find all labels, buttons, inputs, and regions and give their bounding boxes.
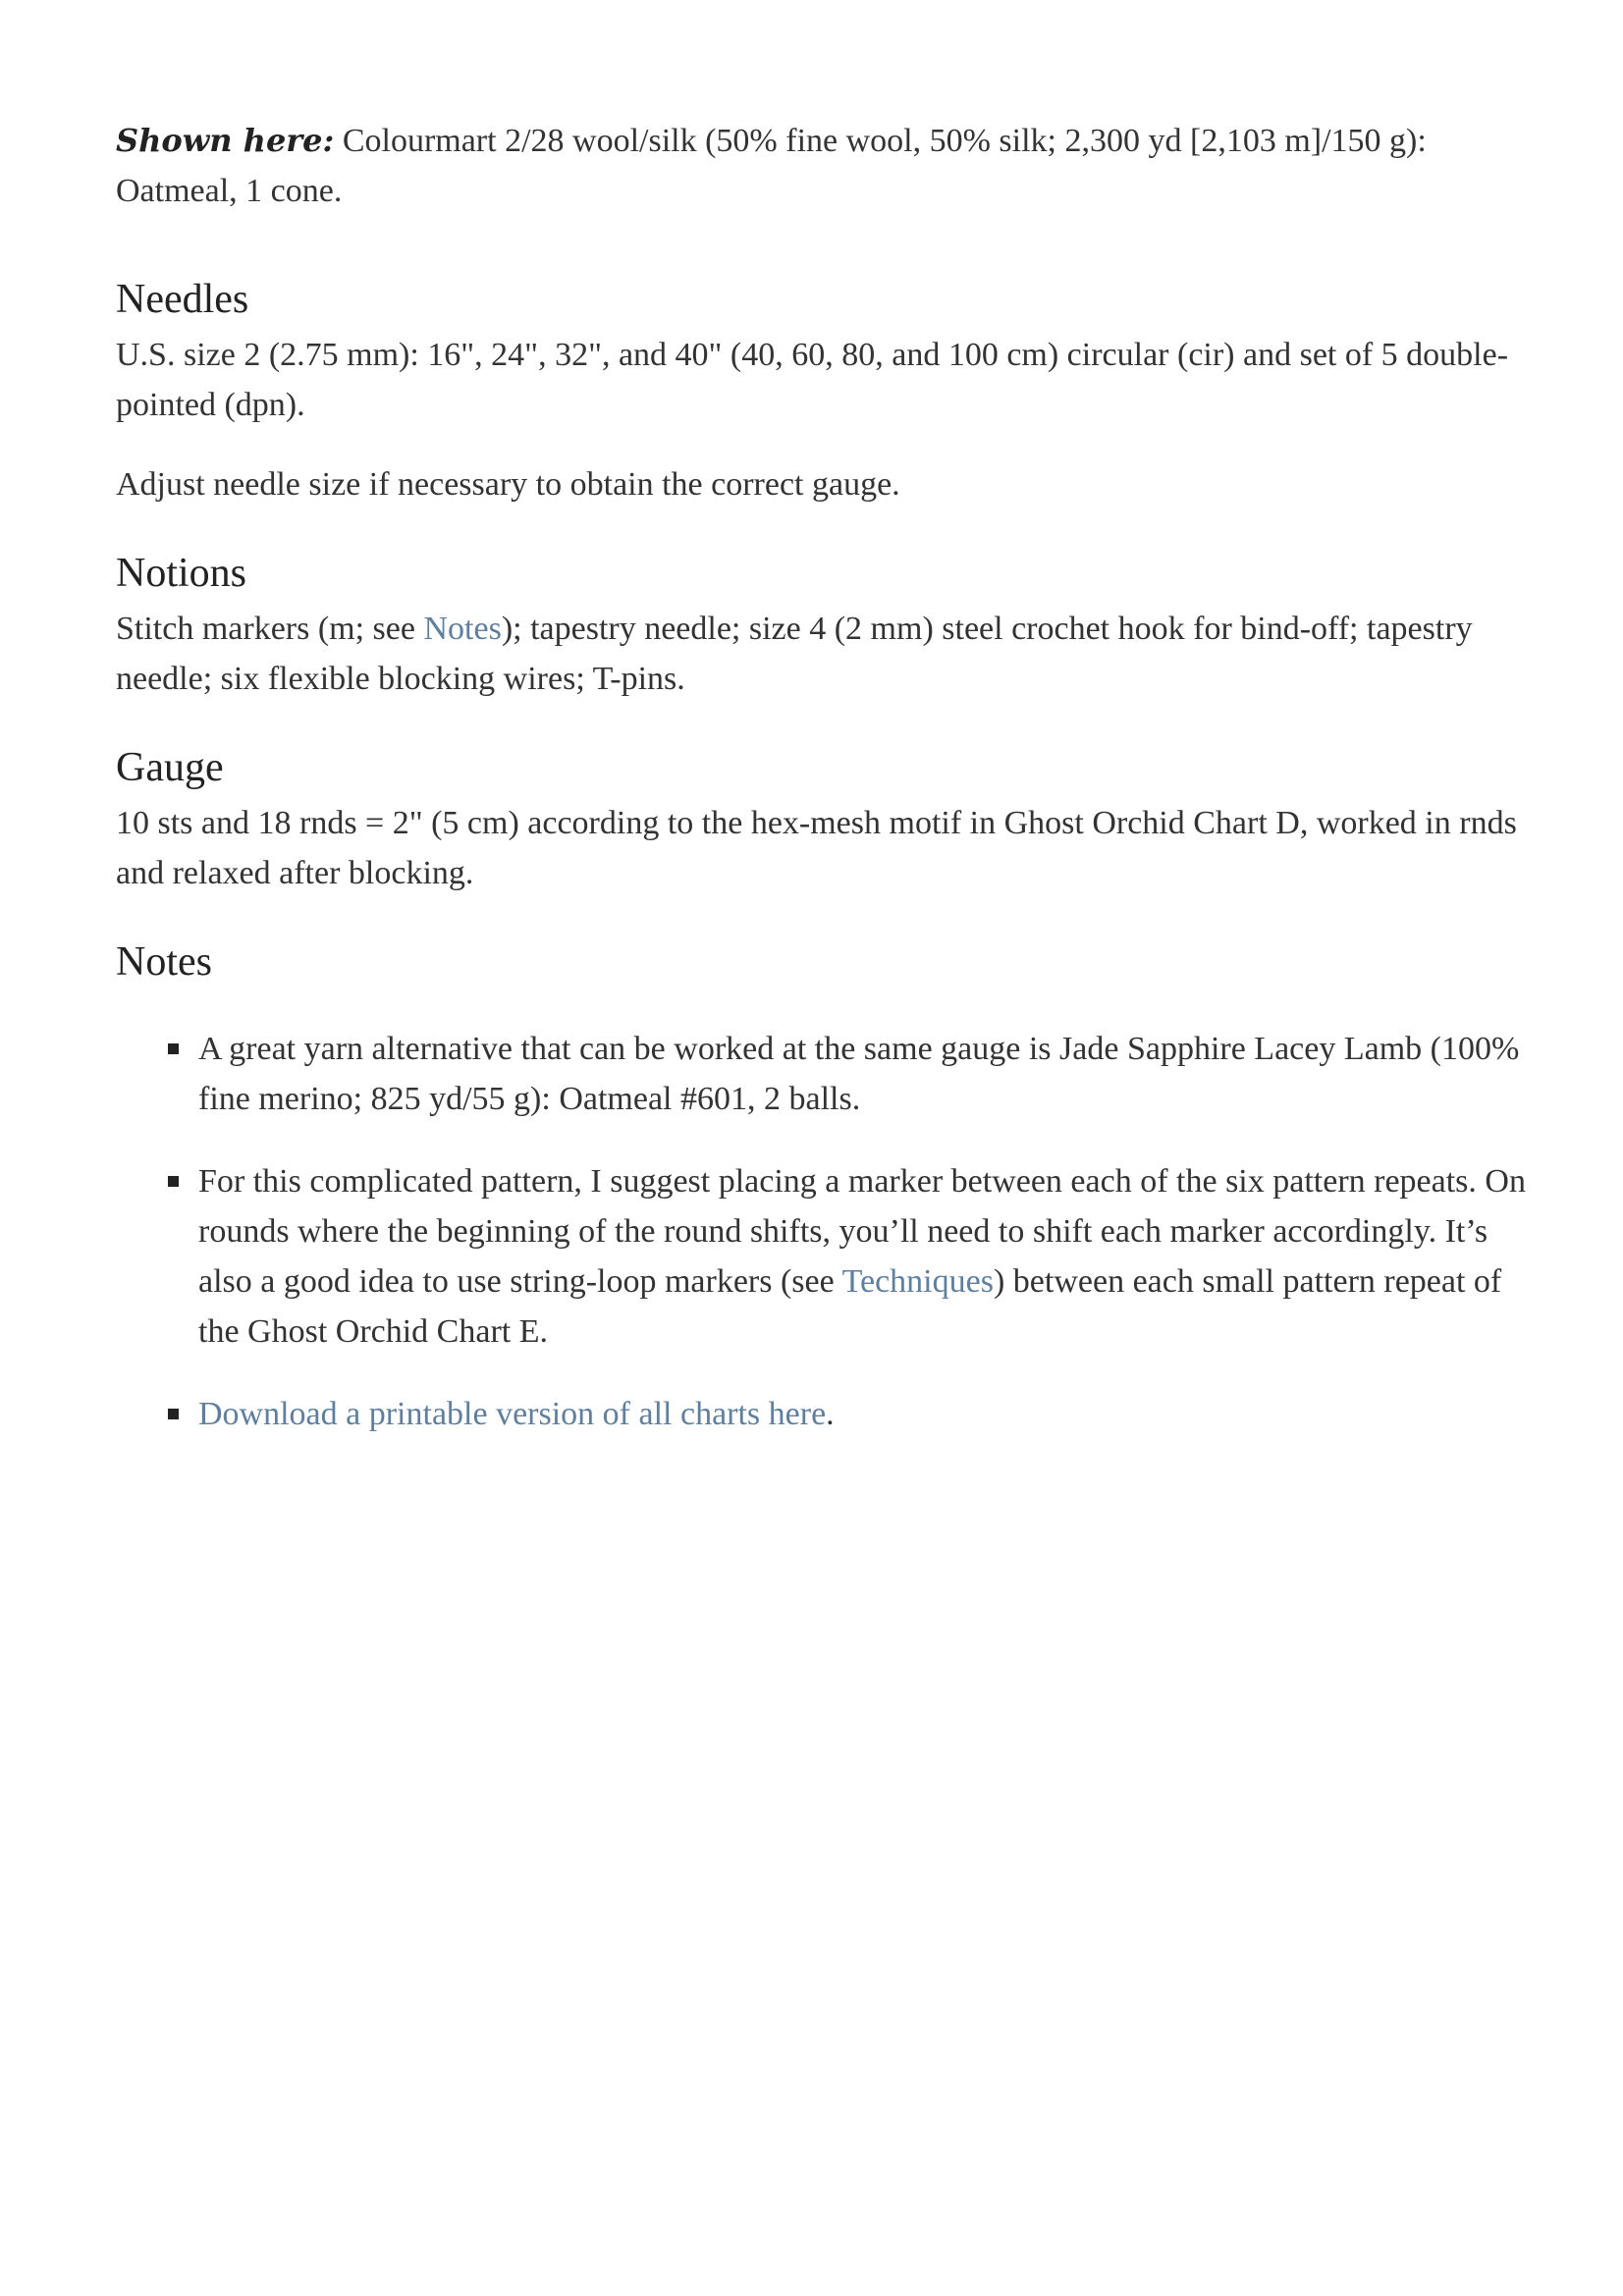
needles-text: U.S. size 2 (2.75 mm): 16", 24", 32", and 40" (40, 60, 80, and 100 cm) circular (cir) and set of 5 double-pointed (dpn). xyxy=(116,337,1509,423)
note-yarn-alternative: A great yarn alternative that can be worked at the same gauge is Jade Sapphire Lacey Lamb (100% fine merino; 825 yd/55 g): Oatmeal #601, 2 balls. xyxy=(198,1031,1520,1117)
shown-here-label: Shown here: xyxy=(116,122,335,159)
shown-here-paragraph xyxy=(116,116,1530,216)
notions-text-end: ); tapestry needle; size 4 (2 mm) steel crochet hook for bind-off; tapestry needle; six flexible blocking wires; T-pins. xyxy=(116,611,1473,697)
download-charts-period: . xyxy=(826,1396,835,1432)
shown-here-text: Colourmart 2/28 wool/silk (50% fine wool, 50% silk; 2,300 yd [2,103 m]/150 g): Oatmeal, 1 cone. xyxy=(116,123,1427,209)
notes-section xyxy=(116,937,1530,1439)
gauge-heading: Gauge xyxy=(116,745,224,790)
notions-text xyxy=(116,604,1530,704)
notions-heading: Notions xyxy=(116,551,247,596)
notes-heading: Notes xyxy=(116,939,212,985)
notions-section xyxy=(116,549,1530,704)
square-bullet-icon xyxy=(168,1409,179,1419)
needles-section xyxy=(116,275,1530,509)
notes-link[interactable]: Notes xyxy=(423,611,502,647)
list-item xyxy=(116,1024,1530,1124)
notes-list xyxy=(116,1024,1530,1439)
gauge-section xyxy=(116,743,1530,898)
square-bullet-icon xyxy=(168,1043,179,1054)
document-page xyxy=(116,116,1530,1478)
gauge-text: 10 sts and 18 rnds = 2" (5 cm) according to the hex-mesh motif in Ghost Orchid Chart D, worked in rnds and relaxed after blocking. xyxy=(116,805,1517,891)
needles-heading: Needles xyxy=(116,277,249,322)
download-charts-link[interactable]: Download a printable version of all charts here xyxy=(198,1396,827,1432)
list-item xyxy=(116,1156,1530,1357)
note-markers-start: For this complicated pattern, I suggest placing a marker between each of the six pattern repeats. On rounds where the beginning of the round shifts, you’ll need to shift each marker accordingly. It’s also a good idea to use string-loop markers (see xyxy=(198,1163,1526,1300)
techniques-link[interactable]: Techniques xyxy=(841,1263,994,1300)
list-item xyxy=(116,1389,1530,1439)
note-markers-end: ) between each small pattern repeat of the Ghost Orchid Chart E. xyxy=(198,1263,1502,1350)
notions-text-start: Stitch markers (m; see xyxy=(116,611,424,647)
square-bullet-icon xyxy=(168,1176,179,1187)
needles-gauge-advice: Adjust needle size if necessary to obtain the correct gauge. xyxy=(116,466,900,503)
